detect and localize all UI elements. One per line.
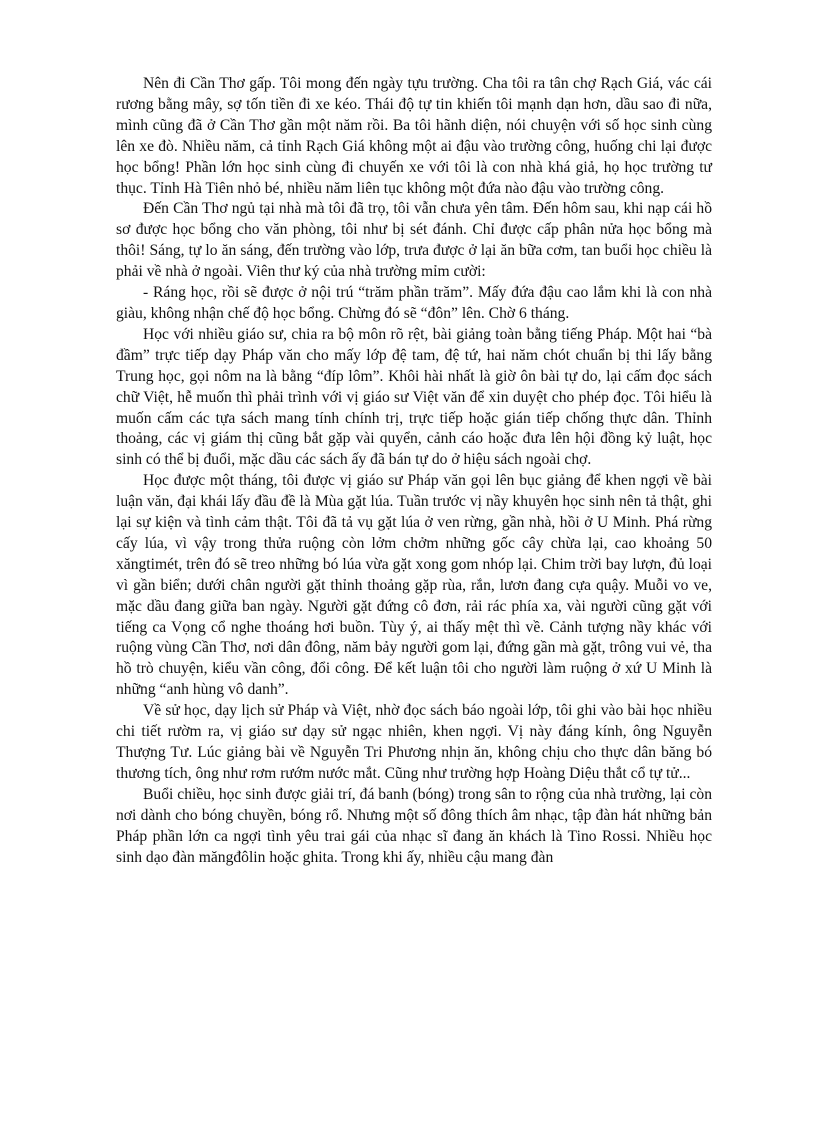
paragraph-3-dialogue: - Ráng học, rồi sẽ được ở nội trú “trăm phần trăm”. Mấy đứa đậu cao lắm khi là con nhà giàu, không nhận chế độ học bổng. Chừng đó sẽ “đôn” lên. Chờ 6 tháng. <box>116 284 712 322</box>
paragraph-1: Nên đi Cần Thơ gấp. Tôi mong đến ngày tựu trường. Cha tôi ra tân chợ Rạch Giá, vác cái rương bằng mây, sợ tốn tiền đi xe kéo. Thái độ tự tin khiến tôi mạnh dạn hơn, dầu sao đi nữa, mình cũng đã ở Cần Thơ gần một năm rồi. Ba tôi hãnh diện, nói chuyện với số học sinh cùng lên xe đò. Nhiều năm, cả tỉnh Rạch Giá không một ai đậu vào trường công, huống chi lại được học bổng! Phần lớn học sinh cùng đi chuyến xe với tôi là con nhà khá giả, họ học trường tư thục. Tỉnh Hà Tiên nhỏ bé, nhiều năm liên tục không một đứa nào đậu vào trường công. <box>116 75 712 197</box>
paragraph-6: Về sử học, dạy lịch sử Pháp và Việt, nhờ đọc sách báo ngoài lớp, tôi ghi vào bài học nhiều chi tiết rườm ra, vị giáo sư dạy sử ngạc nhiên, khen ngợi. Vị này đáng kính, ông Nguyễn Thượng Tư. Lúc giảng bài về Nguyễn Tri Phương nhịn ăn, không chịu cho thực dân băng bó thương tích, ông như rơm rướm nước mắt. Cũng như trường hợp Hoàng Diệu thắt cổ tự tử... <box>116 702 712 782</box>
paragraph-4: Học với nhiều giáo sư, chia ra bộ môn rõ rệt, bài giảng toàn bằng tiếng Pháp. Một hai “bà đầm” trực tiếp dạy Pháp văn cho mấy lớp đệ tam, đệ tứ, hai năm chót chuẩn bị thi lấy bằng Trung học, gọi nôm na là bằng “đíp lôm”. Khôi hài nhất là giờ ôn bài tự do, lại cấm đọc sách chữ Việt, hễ muốn thì phải trình với vị giáo sư Việt văn để xin duyệt cho phép đọc. Tôi hiểu là muốn cấm các tựa sách mang tính chính trị, trực tiếp hoặc gián tiếp chống thực dân. Thỉnh thoảng, các vị giám thị cũng bắt gặp vài quyển, cảnh cáo hoặc đưa lên hội đồng kỷ luật, học sinh có thể bị đuổi, mặc dầu các sách ấy đã bán tự do ở hiệu sách ngoài chợ. <box>116 325 712 469</box>
paragraph-2: Đến Cần Thơ ngủ tại nhà mà tôi đã trọ, tôi vẫn chưa yên tâm. Đến hôm sau, khi nạp cái hồ sơ được học bổng cho văn phòng, tôi như bị sét đánh. Chỉ được cấp phân nửa học bổng mà thôi! Sáng, tự lo ăn sáng, đến trường vào lớp, trưa được ở lại ăn bữa cơm, tan buổi học chiều là phải về nhà ở ngoài. Viên thư ký của nhà trường mỉm cười: <box>116 200 712 281</box>
paragraph-7: Buổi chiều, học sinh được giải trí, đá banh (bóng) trong sân to rộng của nhà trường, lại còn nơi dành cho bóng chuyền, bóng rổ. Nhưng một số đông thích âm nhạc, tập đàn hát những bản Pháp phần lớn ca ngợi tình yêu trai gái của nhạc sĩ đang ăn khách là Tino Rossi. Nhiều học sinh dạo đàn măngđôlin hoặc ghita. Trong khi ấy, nhiều cậu mang đàn <box>116 785 712 866</box>
document-page <box>116 74 712 868</box>
paragraph-5: Học được một tháng, tôi được vị giáo sư Pháp văn gọi lên bục giảng để khen ngợi về bài luận văn, đại khái lấy đầu đề là Mùa gặt lúa. Tuần trước vị nầy khuyên học sinh nên tả thật, ghi lại sự kiện và tình cảm thật. Tôi đã tả vụ gặt lúa ở ven rừng, gần nhà, hồi ở U Minh. Phá rừng cấy lúa, vì vậy trong thửa ruộng còn lởm chởm những gốc cây chừa lại, cao khoảng 50 xăngtimét, trên đó sẽ treo những bó lúa vừa gặt xong gom nhóp lại. Chim trời bay lượn, đủ loại vì gần biển; dưới chân người gặt thỉnh thoảng gặp rùa, rắn, lươn đang cựa quậy. Muỗi vo ve, mặc dầu đang giữa ban ngày. Người gặt đứng cô đơn, rải rác phía xa, vài người cũng gặt với tiếng ca Vọng cổ nghe thoáng hơi buồn. Tùy ý, ai thấy mệt thì về. Cảnh tượng nầy khác với ruộng vùng Cần Thơ, nơi dân đông, năm bảy người gom lại, đứng gần mà gặt, trông vui vẻ, tha hồ trò chuyện, kiểu vần công, đổi công. Để kết luận tôi cho người làm ruộng ở xứ U Minh là những “anh hùng vô danh”. <box>116 472 712 699</box>
